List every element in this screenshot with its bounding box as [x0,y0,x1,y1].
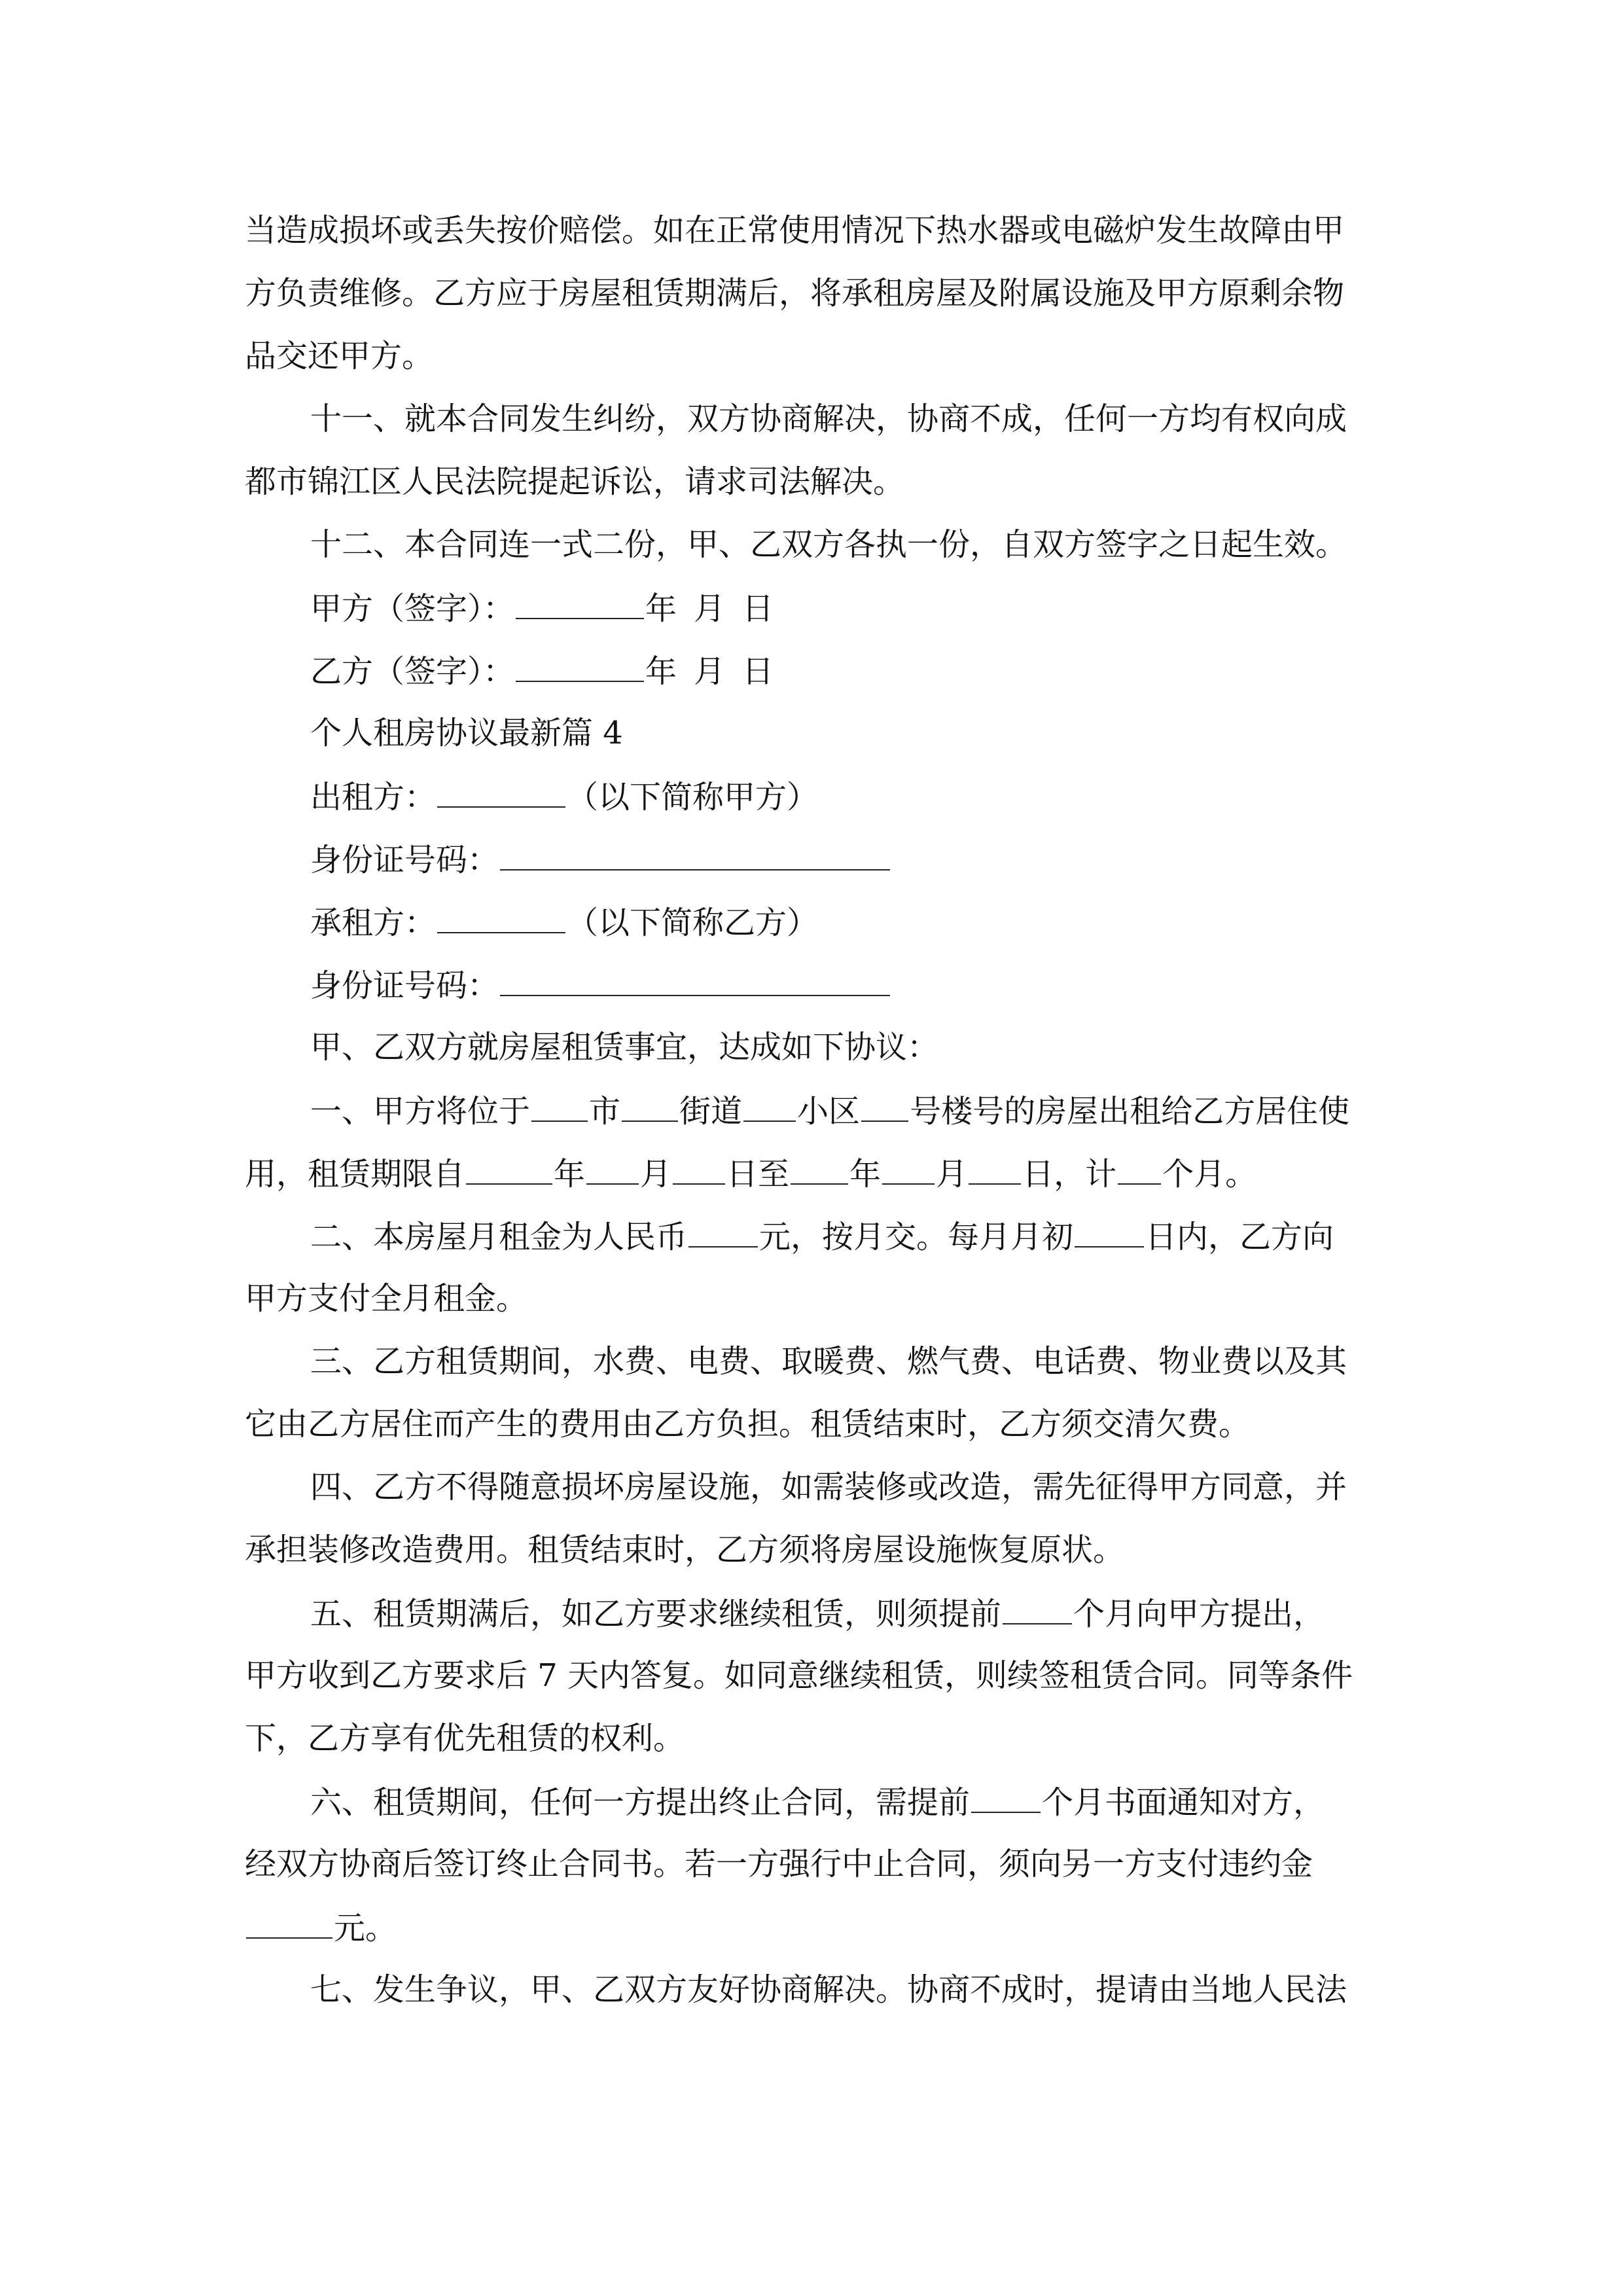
clause-2-text-c: 日内，乙方向 [1145,1219,1334,1255]
end-year-blank [791,1153,848,1185]
clause-6-text-c: 元。 [334,1910,397,1946]
clause-1-text-k: 月 [936,1156,968,1193]
clause-1-text-j: 年 [849,1156,882,1193]
clause-1-text-h: 月 [640,1156,672,1193]
clause-7-line-1: 七、发生争议，甲、乙双方友好协商解决。协商不成时，提请由当地人民法 [310,1971,1347,2008]
clause-2-text-a: 二、本房屋月租金为人民币 [310,1219,688,1255]
clause-3-line-2: 它由乙方居住而产生的费用由乙方负担。租赁结束时，乙方须交清欠费。 [245,1406,1251,1443]
lessor-id-label: 身份证号码： [310,842,499,878]
months-blank [1118,1153,1161,1185]
lessor-line [310,776,818,817]
lessee-id-blank [500,965,890,996]
clause-6-line-2: 经双方协商后签订终止合同书。若一方强行中止合同，须向另一方支付违约金 [245,1846,1313,1882]
end-day-blank [969,1153,1021,1185]
lessor-blank [437,776,565,808]
signature-b-label: 乙方（签字）： [310,653,515,690]
end-month-blank [882,1153,935,1185]
signature-b-month: 月 [694,653,726,690]
lessee-id-line [310,965,891,1005]
signature-b-year: 年 [645,653,677,690]
rent-amount-blank [688,1216,758,1247]
clause-6-text-a: 六、租赁期间，任何一方提出终止合同，需提前 [310,1784,971,1821]
clause-1-line-1 [310,1090,1349,1131]
clause-6-line-3 [245,1907,397,1948]
lessor-id-blank [500,839,890,870]
lessor-id-line [310,839,891,880]
clause-11-line-2: 都市锦江区人民法院提起诉讼，请求司法解决。 [245,463,905,500]
clause-5-line-1 [310,1593,1325,1634]
lessee-id-label: 身份证号码： [310,967,499,1004]
clause-1-text-e: 号楼号的房屋出租给乙方居住使 [910,1093,1350,1130]
clause-5-text-b: 个月向甲方提出， [1073,1596,1325,1632]
start-month-blank [586,1153,639,1185]
clause-6-text-b: 个月书面通知对方， [1042,1784,1325,1821]
clause-5-line-2: 甲方收到乙方要求后 7 天内答复。如同意继续租赁，则续签租赁合同。同等条件 [245,1657,1353,1694]
clause-12-line-1: 十二、本合同连一式二份，甲、乙双方各执一份，自双方签字之日起生效。 [310,526,1347,563]
clause-1-text-d: 小区 [797,1093,861,1130]
paragraph-continued-line-3: 品交还甲方。 [245,338,434,374]
signature-a-label: 甲方（签字）： [310,590,515,627]
clause-1-text-f: 用，租赁期限自 [245,1156,465,1193]
lessee-blank [437,902,565,933]
lessor-label: 出租方： [310,779,437,816]
clause-1-text-i: 日至 [726,1156,790,1193]
clause-2-text-b: 元，按月交。每月月初 [759,1219,1074,1255]
clause-1-text-m: 个月。 [1162,1156,1257,1193]
penalty-amount-blank [246,1907,332,1939]
clause-1-line-2 [245,1153,1257,1194]
termination-notice-blank [971,1782,1041,1813]
clause-1-text-b: 市 [589,1093,621,1130]
street-blank [622,1090,678,1122]
lessee-note: （以下简称乙方） [567,905,819,941]
clause-4-line-2: 承担装修改造费用。租赁结束时，乙方须将房屋设施恢复原状。 [245,1532,1125,1568]
lessee-label: 承租方： [310,905,437,941]
signature-a-blank [516,588,644,619]
payment-day-blank [1075,1216,1144,1247]
signature-b-blank [516,651,644,682]
renewal-notice-blank [1003,1593,1072,1624]
signature-b-day: 日 [742,653,774,690]
clause-5-line-3: 下，乙方享有优先租赁的权利。 [245,1720,685,1757]
signature-party-b [310,651,774,691]
clause-4-line-1: 四、乙方不得随意损坏房屋设施，如需装修或改造，需先征得甲方同意，并 [310,1469,1347,1505]
clause-5-text-a: 五、租赁期满后，如乙方要求继续租赁，则须提前 [310,1596,1002,1632]
signature-party-a [310,588,774,628]
clause-6-line-1 [310,1782,1325,1822]
city-blank [531,1090,588,1122]
lessor-note: （以下简称甲方） [567,779,819,816]
paragraph-continued-line-2: 方负责维修。乙方应于房屋租赁期满后，将承租房屋及附属设施及甲方原剩余物 [245,275,1345,312]
clause-1-text-a: 一、甲方将位于 [310,1093,531,1130]
building-blank [861,1090,908,1122]
lessee-line [310,902,818,942]
section-title: 个人租房协议最新篇 4 [310,715,623,751]
clause-1-text-g: 年 [554,1156,586,1193]
signature-a-year: 年 [645,590,677,627]
community-blank [743,1090,796,1122]
clause-1-text-c: 街道 [679,1093,743,1130]
clause-2-line-2: 甲方支付全月租金。 [245,1280,528,1317]
clause-1-text-l: 日，计 [1022,1156,1117,1193]
agreement-intro: 甲、乙双方就房屋租赁事宜，达成如下协议： [310,1029,939,1066]
paragraph-continued-line-1: 当造成损坏或丢失按价赔偿。如在正常使用情况下热水器或电磁炉发生故障由甲 [245,212,1345,249]
clause-2-line-1 [310,1216,1334,1257]
clause-11-line-1: 十一、就本合同发生纠纷，双方协商解决，协商不成，任何一方均有权向成 [310,401,1347,437]
clause-3-line-1: 三、乙方租赁期间，水费、电费、取暖费、燃气费、电话费、物业费以及其 [310,1343,1347,1380]
signature-a-day: 日 [742,590,774,627]
start-day-blank [673,1153,725,1185]
signature-a-month: 月 [694,590,726,627]
start-year-blank [466,1153,552,1185]
